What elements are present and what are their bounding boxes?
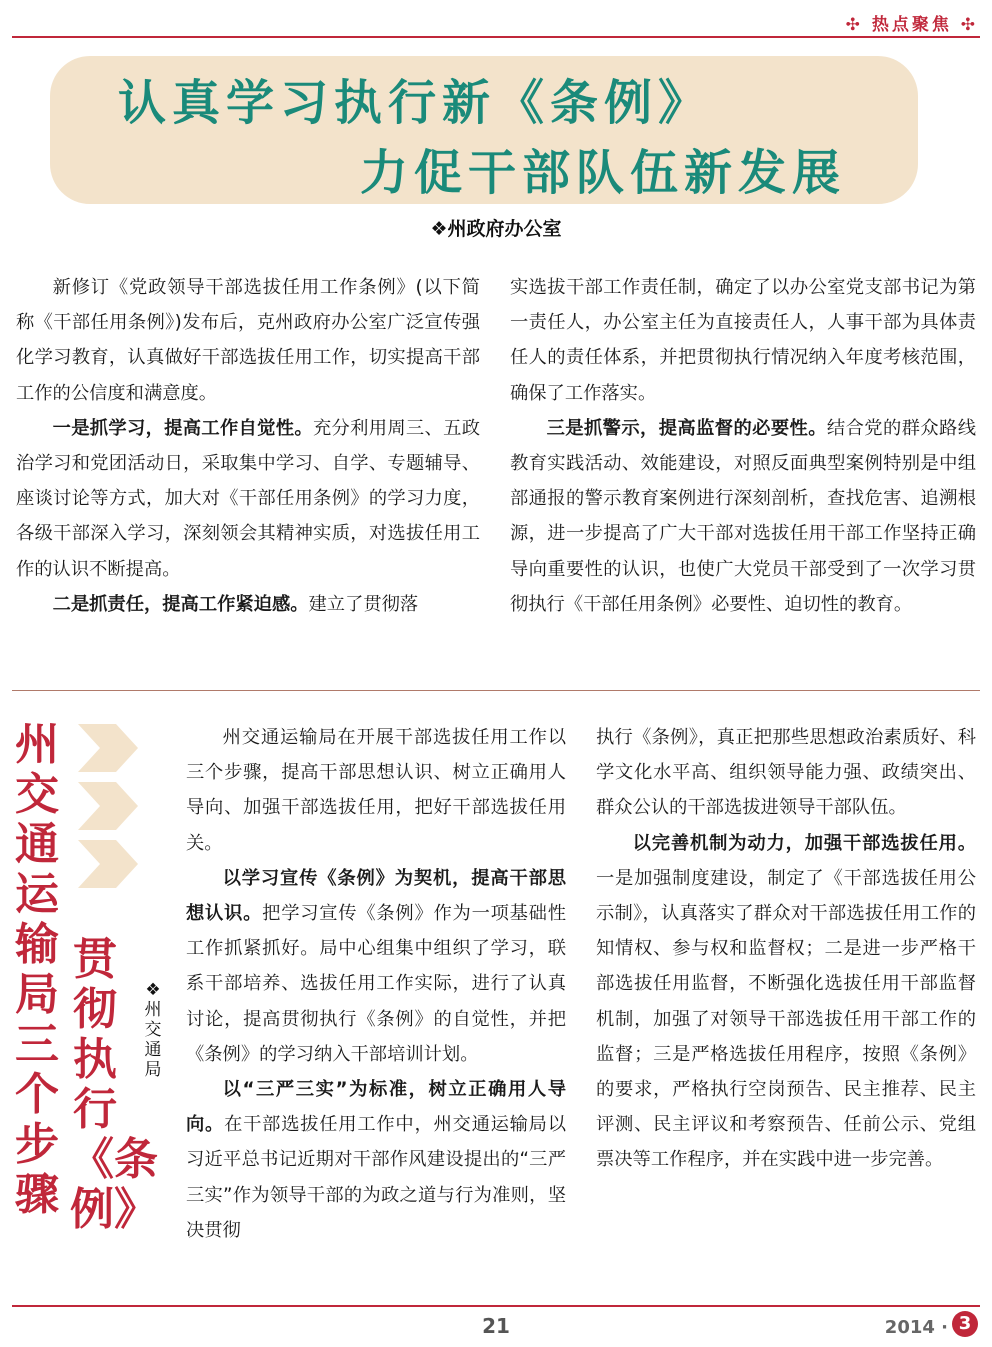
article1-paragraph: 新修订《党政领导干部选拔任用工作条例》(以下简称《干部任用条例》)发布后，克州政府办公室广泛宣传强化学习教育，认真做好干部选拔任用工作，切实提高干部工作的公信度和满意度。 bbox=[16, 277, 480, 404]
article1-paragraph: 实选拔干部工作责任制，确定了以办公室党支部书记为第一责任人，办公室主任为直接责任人，人事干部为具体责任人的责任体系，并把贯彻执行情况纳入年度考核范围，确保了工作落实。 bbox=[510, 277, 976, 404]
article2-paragraph: 州交通运输局在开展干部选拔任用工作以三个步骤，提高干部思想认识、树立正确用人导向、加强干部选拔任用，把好干部选拔任用关。 bbox=[186, 727, 566, 854]
paragraph-text: 建立了贯彻落 bbox=[308, 593, 419, 615]
article2-title-main: 州交通运输局三个步骤 bbox=[15, 719, 59, 1220]
page-number: 21 bbox=[482, 1314, 510, 1338]
article2-paragraph bbox=[186, 1072, 566, 1248]
article2-left-column bbox=[186, 720, 566, 1248]
paragraph-text: 把学习宣传《条例》作为一项基础性工作抓紧抓好。局中心组集中组织了学习，联系干部培养、选拔任用工作实际，进行了认真讨论，提高贯彻执行《条例》的自觉性，并把《条例》的学习纳入干部培训计划。 bbox=[186, 903, 567, 1065]
chevron-decoration bbox=[74, 720, 144, 900]
article1-left-column bbox=[16, 270, 480, 622]
issue-number-badge: 3 bbox=[952, 1311, 978, 1337]
header-rule bbox=[12, 36, 980, 38]
chevron-shape bbox=[78, 724, 138, 772]
paragraph-text: 在干部选拔任用工作中，州交通运输局以习近平总书记近期对干部作风建设提出的“三严三实”作为领导干部的为政之道与行为准则，坚决贯彻 bbox=[186, 1114, 567, 1241]
paragraph-lead: 三是抓警示，提高监督的必要性。 bbox=[546, 417, 827, 439]
paragraph-lead: 以“三严三实”为标准，树立正确用人导向。 bbox=[186, 1079, 566, 1136]
chevron-shape bbox=[78, 840, 138, 888]
article2-byline: ❖州交通局 bbox=[144, 980, 162, 1080]
paragraph-text: 充分利用周三、五政治学习和党团活动日，采取集中学习、自学、专题辅导、座谈讨论等方式，加大对《干部任用条例》的学习力度，各级干部深入学习，深刻领会其精神实质，对选拔任用工作的认识不断提高。 bbox=[16, 417, 481, 580]
paragraph-lead: 以学习宣传《条例》为契机，提高干部思想认识。 bbox=[186, 867, 566, 925]
chevron-shape bbox=[78, 782, 138, 830]
article2-title-sub: 贯彻执行《条例》 bbox=[70, 934, 158, 1235]
paragraph-lead: 二是抓责任，提高工作紧迫感。 bbox=[52, 593, 309, 615]
article1-paragraph bbox=[510, 411, 976, 622]
footer-rule bbox=[12, 1305, 980, 1307]
section-divider bbox=[12, 690, 980, 691]
paragraph-text: 一是加强制度建设，制定了《干部选拔任用公示制》，认真落实了群众对干部选拔任用工作的知情权、参与权和监督权；二是进一步严格干部选拔任用监督，不断强化选拔任用干部监督机制，加强了对领导干部选拔任用干部工作的监督；三是严格选拔任用程序，按照《条例》的要求，严格执行空岗预告、民主推荐、民主评测、民主评议和考察预告、任前公示、党组票决等工作程序，并在实践中进一步完善。 bbox=[596, 867, 976, 1171]
paragraph-text: 结合党的群众路线教育实践活动、效能建设，对照反面典型案例特别是中组部通报的警示教育案例进行深刻剖析，查找危害、追溯根源，进一步提高了广大干部对选拔任用干部工作坚持正确导向重要性的认识，也使广大党员干部受到了一次学习贯彻执行《干部任用条例》必要性、迫切性的教育。 bbox=[510, 417, 976, 615]
article2-paragraph bbox=[186, 861, 566, 1072]
article2-paragraph: 执行《条例》，真正把那些思想政治素质好、科学文化水平高、组织领导能力强、政绩突出、群众公认的干部选拔进领导干部队伍。 bbox=[596, 727, 976, 819]
article2-right-column bbox=[596, 720, 976, 1178]
article1-title-line2: 力促干部队伍新发展 bbox=[360, 145, 847, 201]
issue-year: 2014 · bbox=[884, 1317, 948, 1338]
article1-right-column bbox=[510, 270, 976, 622]
article1-title-line1: 认真学习执行新《条例》 bbox=[118, 75, 713, 131]
article1-paragraph bbox=[16, 587, 480, 622]
article2-paragraph bbox=[596, 826, 976, 1178]
article1-paragraph bbox=[16, 411, 480, 587]
section-label: ✣ 热点聚焦 ✣ bbox=[845, 15, 978, 35]
paragraph-lead: 一是抓学习，提高工作自觉性。 bbox=[52, 417, 313, 439]
article1-byline: ❖州政府办公室 bbox=[430, 218, 562, 240]
paragraph-lead: 以完善机制为动力，加强干部选拔任用。 bbox=[632, 832, 976, 854]
